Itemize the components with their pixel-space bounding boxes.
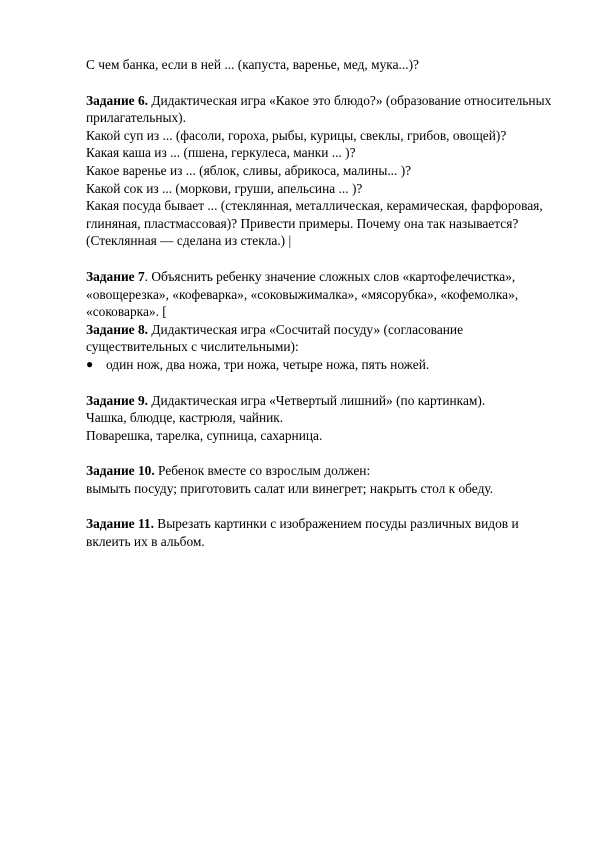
task8-heading (86, 321, 556, 356)
task9-line-2: Поварешка, тарелка, супница, сахарница. (86, 427, 323, 443)
task11-label: Задание 11. (86, 516, 154, 532)
task10-line: вымыть посуду; приготовить салат или винегрет; накрыть стол к обеду. (86, 480, 494, 496)
document-body (86, 56, 556, 551)
task8-text: Дидактическая игра «Сосчитай посуду» (согласование существительных с числительными): (86, 321, 464, 355)
task7-label: Задание 7 (86, 268, 145, 284)
task10-label: Задание 10. (86, 463, 155, 479)
task8-bullet-item (86, 356, 556, 374)
task6-heading (86, 92, 556, 127)
intro-line: С чем банка, если в ней ... (капуста, варенье, мед, мука...)? (86, 57, 419, 72)
task6-line-4: Какой сок из ... (моркови, груши, апельсина ... )? (86, 180, 363, 196)
task6-line-5: Какая посуда бывает ... (стеклянная, металлическая, керамическая, фарфоровая, глиняная, пластмассовая)? Привести примеры. Почему она так называется? (Стеклянная — сделана из стекла.) | (86, 198, 543, 249)
task8-bullet-text: один нож, два ножа, три ножа, четыре ножа, пять ножей. (106, 356, 430, 372)
task6-line-3: Какое варенье из ... (яблок, сливы, абрикоса, малины... )? (86, 162, 412, 178)
task9-text: Дидактическая игра «Четвертый лишний» (по картинкам). (148, 392, 486, 408)
task6-title: Дидактическая игра «Какое это блюдо?» (образование относительных прилагательных). (86, 92, 552, 126)
task7-paragraph (86, 268, 556, 321)
task9-label: Задание 9. (86, 392, 148, 408)
task7-text: . Объяснить ребенку значение сложных слов «картофелечистка», «овощерезка», «кофеварка», «соковыжималка», «мясорубка», «кофемолка», «соковарка». [ (86, 268, 519, 320)
task11-paragraph (86, 515, 556, 550)
task6-line-1: Какой суп из ... (фасоли, гороха, рыбы, курицы, свеклы, грибов, овощей)? (86, 127, 507, 143)
task6-label: Задание 6. (86, 92, 148, 108)
task10-text: Ребенок вместе со взрослым должен: (154, 463, 371, 479)
task10-heading (86, 462, 556, 480)
task9-line-1: Чашка, блюдце, кастрюля, чайник. (86, 410, 284, 426)
bullet-icon: ● (86, 356, 94, 371)
task6-line-2: Какая каша из ... (пшена, геркулеса, манки ... )? (86, 145, 356, 161)
task8-label: Задание 8. (86, 321, 148, 337)
task9-heading (86, 392, 556, 410)
task11-text: Вырезать картинки с изображением посуды различных видов и вклеить их в альбом. (86, 516, 519, 550)
